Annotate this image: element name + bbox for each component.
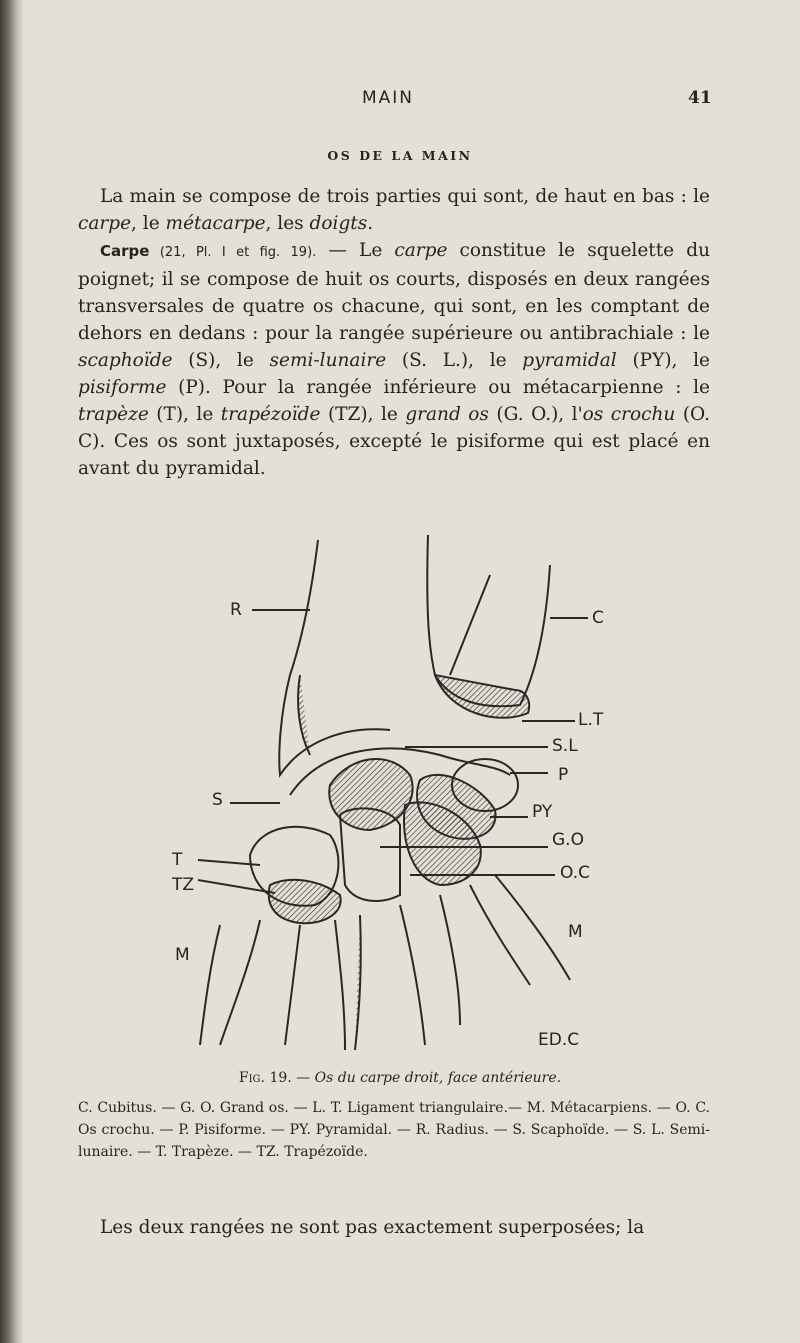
- page-header: [0, 88, 800, 112]
- paragraph-lead: Carpe: [100, 242, 150, 260]
- label-hamate: O.C: [560, 863, 590, 883]
- figure-wrist-bones: [150, 525, 650, 1065]
- label-radius: R: [230, 600, 242, 620]
- section-heading: OS DE LA MAIN: [327, 148, 473, 163]
- label-pisiform: P: [558, 765, 569, 785]
- paragraph-continuation: Les deux rangées ne sont pas exactement superposées; la: [100, 1217, 645, 1238]
- label-triangular-ligament: L.T: [578, 710, 604, 730]
- page-number: 41: [688, 88, 712, 108]
- figure-legend: C. Cubitus. — G. O. Grand os. — L. T. Ligament triangulaire.— M. Métacarpiens. — O. C. Os crochu. — P. Pisiforme. — PY. Pyramidal. — R. Radius. — S. Scaphoïde. — S. L. Semi-lunaire. — T. Trapèze. — TZ. Trapézoïde.: [78, 1100, 710, 1160]
- paragraph-carpe: Carpe (21, Pl. I et fig. 19). — Le carpe constitue le squelette du poignet; il se compose de huit os courts, disposés en deux rangées transversales de quatre os chacune, qui sont, en les comptant de dehors en dedans : pour la rangée supérieure ou antibrachiale : le scaphoïde (S), le semi-lunaire (S. L.), le pyramidal (PY), le pisiforme (P). Pour la rangée inférieure ou métacarpienne : le trapèze (T), le trapézoïde (TZ), le grand os (G. O.), l'os crochu (O. C). Ces os sont juxtaposés, excepté le pisiforme qui est placé en avant du pyramidal.: [78, 240, 711, 479]
- figure-caption: Fig. 19. — Os du carpe droit, face antérieure.: [238, 1070, 562, 1086]
- label-triquetrum: PY: [532, 802, 553, 822]
- label-edc: ED.C: [538, 1030, 580, 1050]
- label-trapezoid: TZ: [172, 875, 195, 895]
- label-metacarpals-left: M: [175, 945, 190, 965]
- label-ulna: C: [592, 608, 604, 628]
- anatomical-illustration: [150, 525, 650, 1065]
- running-title: MAIN: [362, 88, 415, 108]
- radius-bone-outline: [279, 540, 390, 775]
- label-metacarpals-right: M: [568, 922, 583, 942]
- label-capitate: G.O: [552, 830, 584, 850]
- label-scaphoid: S: [212, 790, 223, 810]
- figure-title: Os du carpe droit, face antérieure.: [314, 1070, 562, 1086]
- metacarpal-1: [200, 925, 220, 1045]
- figure-number: Fig. 19.: [238, 1070, 292, 1086]
- label-lunate: S.L: [552, 736, 578, 756]
- label-trapezium: T: [172, 850, 183, 870]
- book-binding-shadow: [0, 0, 24, 1343]
- paragraph-intro: La main se compose de trois parties qui sont, de haut en bas : le carpe, le métacarpe, les doigts.: [78, 186, 710, 234]
- figure-reference: (21, Pl. I et fig. 19).: [149, 245, 317, 260]
